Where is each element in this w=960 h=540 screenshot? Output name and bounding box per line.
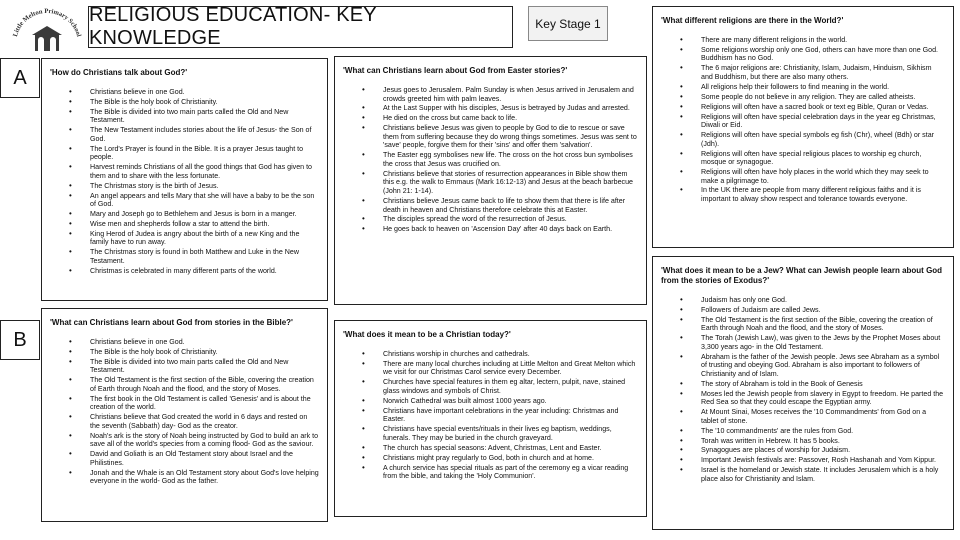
- list-item: • There are many different religions in the world.: [661, 36, 945, 45]
- logo-text: Little Melton Primary School: [11, 7, 83, 38]
- list-item: • The Bible is divided into two main parts called the Old and New Testament.: [50, 358, 319, 375]
- panel-heading: 'What does it mean to be a Jew? What can Jewish people learn about God from the stories of Exodus?': [661, 266, 943, 285]
- list-item: • Judaism has only one God.: [661, 296, 945, 305]
- fact-list: [50, 338, 319, 486]
- list-item: • David and Goliath is an Old Testament story about Israel and the Philistines.: [50, 450, 319, 467]
- list-item: • Religions will often have special symbols eg fish (Chr), wheel (Bdh) or star (Jdh).: [661, 131, 945, 148]
- list-item: • The first book in the Old Testament is called 'Genesis' and is about the creation of the world.: [50, 395, 319, 412]
- list-item: • The disciples spread the word of the resurrection of Jesus.: [343, 215, 638, 224]
- list-item: • Jesus goes to Jerusalem. Palm Sunday is when Jesus arrived in Jerusalem and crowds greeted him with palm leaves.: [343, 86, 638, 103]
- list-item: • Religions will often have a sacred book or text eg Bible, Quran or Vedas.: [661, 103, 945, 112]
- list-item: • The Bible is the holy book of Christianity.: [50, 348, 319, 357]
- fact-list: [661, 36, 945, 204]
- list-item: • The Easter egg symbolises new life. The cross on the hot cross bun symbolises the cross that Jesus was crucified on.: [343, 151, 638, 168]
- list-item: • Noah's ark is the story of Noah being instructed by God to build an ark to save all of the world's species from a coming flood- God as the saviour.: [50, 432, 319, 449]
- list-item: • Mary and Joseph go to Bethlehem and Jesus is born in a manger.: [50, 210, 319, 219]
- list-item: • There are many local churches including at Little Melton and Great Melton which we visit for our Christmas Carol service every December.: [343, 360, 638, 377]
- list-item: • Religions will often have special religious places to worship eg church, mosque or synagogue.: [661, 150, 945, 167]
- list-item: • Christians believe that God created the world in 6 days and rested on the seventh (Sabbath) day- God as the creator.: [50, 413, 319, 430]
- key-stage-label: Key Stage 1: [528, 6, 608, 41]
- list-item: • The New Testament includes stories about the life of Jesus- the Son of God.: [50, 126, 319, 143]
- panel-world-religions: [652, 6, 954, 248]
- panel-heading: 'How do Christians talk about God?': [50, 68, 188, 77]
- list-item: • Moses led the Jewish people from slavery in Egypt to freedom. He parted the Red Sea so that they could escape the Egyptian army.: [661, 390, 945, 407]
- panel-bible-stories: [41, 308, 328, 522]
- panel-heading: 'What does it mean to be a Christian today?': [343, 330, 511, 339]
- list-item: • At Mount Sinai, Moses receives the '10 Commandments' from God on a tablet of stone.: [661, 408, 945, 425]
- list-item: • Synagogues are places of worship for Judaism.: [661, 446, 945, 455]
- list-item: • The Torah (Jewish Law), was given to the Jews by the Prophet Moses about 3,300 years ago- in the Old Testament.: [661, 334, 945, 351]
- list-item: • Abraham is the father of the Jewish people. Jews see Abraham as a symbol of trusting and obeying God. Abraham is also important to followers of Christianity and of Islam.: [661, 353, 945, 379]
- panel-judaism-exodus: [652, 256, 954, 530]
- list-item: • Israel is the homeland or Jewish state. It includes Jerusalem which is a holy place also for Christianity and Islam.: [661, 466, 945, 483]
- list-item: • Christians worship in churches and cathedrals.: [343, 350, 638, 359]
- list-item: • Christians have important celebrations in the year including: Christmas and Easter.: [343, 407, 638, 424]
- panel-heading: 'What can Christians learn about God from stories in the Bible?': [50, 318, 293, 327]
- list-item: • Christians believe in one God.: [50, 88, 319, 97]
- list-item: • Important Jewish festivals are: Passover, Rosh Hashanah and Yom Kippur.: [661, 456, 945, 465]
- school-logo: [8, 4, 86, 52]
- section-marker-a: A: [0, 58, 40, 98]
- panel-christian-today: [334, 320, 647, 517]
- list-item: • The 6 major religions are: Christianity, Islam, Judaism, Hinduism, Sikhism and Buddhism, but there are also many others.: [661, 64, 945, 81]
- list-item: • Religions will often have holy places in the world which they may seek to make a pilgrimage to.: [661, 168, 945, 185]
- list-item: • He died on the cross but came back to life.: [343, 114, 638, 123]
- list-item: • Religions will often have special celebration days in the year eg Christmas, Diwali or Eid.: [661, 113, 945, 130]
- list-item: • All religions help their followers to find meaning in the world.: [661, 83, 945, 92]
- list-item: • The Christmas story is the birth of Jesus.: [50, 182, 319, 191]
- list-item: • The Bible is the holy book of Christianity.: [50, 98, 319, 107]
- list-item: • Some people do not believe in any religion. They are called atheists.: [661, 93, 945, 102]
- list-item: • At the Last Supper with his disciples, Jesus is betrayed by Judas and arrested.: [343, 104, 638, 113]
- fact-list: [343, 86, 638, 234]
- list-item: • The story of Abraham is told in the Book of Genesis: [661, 380, 945, 389]
- panel-easter-stories: [334, 56, 647, 305]
- list-item: • King Herod of Judea is angry about the birth of a new King and the family have to run away.: [50, 230, 319, 247]
- list-item: • Torah was written in Hebrew. It has 5 books.: [661, 437, 945, 446]
- panel-heading: 'What different religions are there in the World?': [661, 16, 844, 25]
- list-item: • The Old Testament is the first section of the Bible, covering the creation of Earth through Noah and the flood, and the story of Moses.: [50, 376, 319, 393]
- list-item: • In the UK there are people from many different religious faiths and it is important to alway show respect and tolerance towards everyone.: [661, 186, 945, 203]
- list-item: • Some religions worship only one God, others can have more than one God. Buddhism has no God.: [661, 46, 945, 63]
- panel-heading: 'What can Christians learn about God from Easter stories?': [343, 66, 568, 75]
- panel-christians-talk-about-god: [41, 58, 328, 301]
- list-item: • Harvest reminds Christians of all the good things that God has given to them and to share with the less fortunate.: [50, 163, 319, 180]
- list-item: • The Bible is divided into two main parts called the Old and New Testament.: [50, 108, 319, 125]
- list-item: • Christians might pray regularly to God, both in church and at home.: [343, 454, 638, 463]
- list-item: • Wise men and shepherds follow a star to attend the birth.: [50, 220, 319, 229]
- list-item: • Jonah and the Whale is an Old Testament story about God's love helping everyone in the world- God as the father.: [50, 469, 319, 486]
- list-item: • Followers of Judaism are called Jews.: [661, 306, 945, 315]
- list-item: • The Old Testament is the first section of the Bible, covering the creation of Earth through Noah and the flood, and the story of Moses.: [661, 316, 945, 333]
- fact-list: [343, 350, 638, 481]
- list-item: • Christians believe Jesus came back to life to show them that there is life after death in heaven and Christians therefore celebrate this at Easter.: [343, 197, 638, 214]
- list-item: • A church service has special rituals as part of the ceremony eg a vicar reading from the bible, and taking the 'Holy Communion'.: [343, 464, 638, 481]
- list-item: • Churches have special features in them eg altar, lectern, pulpit, nave, stained glass windows and symbols of Christ.: [343, 378, 638, 395]
- list-item: • Christians have special events/rituals in their lives eg baptism, weddings, funerals. They may be buried in the church graveyard.: [343, 425, 638, 442]
- fact-list: [50, 88, 319, 275]
- list-item: • The Lord's Prayer is found in the Bible. It is a prayer Jesus taught to people.: [50, 145, 319, 162]
- list-item: • The church has special seasons: Advent, Christmas, Lent and Easter.: [343, 444, 638, 453]
- list-item: • Christmas is celebrated in many different parts of the world.: [50, 267, 319, 276]
- fact-list: [661, 296, 945, 483]
- list-item: • An angel appears and tells Mary that she will have a baby to be the son of God.: [50, 192, 319, 209]
- list-item: • Christians believe Jesus was given to people by God to die to rescue or save them from suffering because they do wrong things sometimes. Jesus was sent to 'save' people, forgive them for their 'sins' and offer them 'salvation'.: [343, 124, 638, 150]
- list-item: • Norwich Cathedral was built almost 1000 years ago.: [343, 397, 638, 406]
- list-item: • Christians believe that stories of resurrection appearances in Bible show them this e.g. the walk to Emmaus (Mark 16:12-13) and Jesus at the beach barbecue (John 21: 1-14).: [343, 170, 638, 196]
- list-item: • He goes back to heaven on 'Ascension Day' after 40 days back on Earth.: [343, 225, 638, 234]
- section-marker-b: B: [0, 320, 40, 360]
- list-item: • Christians believe in one God.: [50, 338, 319, 347]
- page-title: RELIGIOUS EDUCATION- KEY KNOWLEDGE: [88, 6, 513, 48]
- list-item: • The Christmas story is found in both Matthew and Luke in the New Testament.: [50, 248, 319, 265]
- list-item: • The '10 commandments' are the rules from God.: [661, 427, 945, 436]
